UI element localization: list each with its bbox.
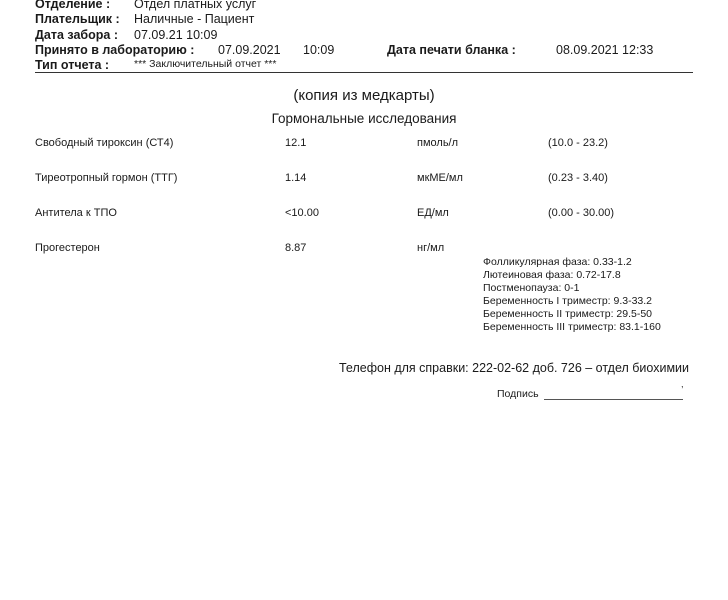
phone-info: Телефон для справки: 222-02-62 доб. 726 – отдел биохимии (339, 361, 690, 375)
reference-range-line: Лютеиновая фаза: 0.72-17.8 (483, 269, 621, 281)
result-value: 8.87 (285, 242, 307, 254)
received-time: 10:09 (303, 43, 335, 57)
copy-title: (копия из медкарты) (293, 87, 435, 104)
report-type-label: Тип отчета : (35, 58, 110, 72)
result-unit: нг/мл (417, 242, 445, 254)
payer-label: Плательщик : (35, 12, 120, 26)
result-value: <10.00 (285, 207, 319, 219)
print-date-value: 08.09.2021 12:33 (556, 43, 654, 57)
progesterone-reference-ranges (483, 256, 661, 334)
signature-label: Подпись (497, 388, 539, 400)
report-type-value: *** Заключительный отчет *** (134, 58, 277, 70)
header-divider (35, 72, 693, 73)
result-name: Прогестерон (35, 242, 100, 254)
department-value: Отдел платных услуг (134, 0, 257, 11)
result-range: (10.0 - 23.2) (548, 137, 608, 149)
reference-range-line: Фолликулярная фаза: 0.33-1.2 (483, 256, 632, 268)
result-range: (0.23 - 3.40) (548, 172, 608, 184)
payer-value: Наличные - Пациент (134, 12, 255, 26)
reference-range-line: Беременность III триместр: 83.1-160 (483, 321, 661, 333)
collection-date-label: Дата забора : (35, 28, 118, 42)
result-unit: мкМЕ/мл (417, 172, 463, 184)
received-date: 07.09.2021 (218, 43, 281, 57)
reference-range-line: Беременность II триместр: 29.5-50 (483, 308, 653, 320)
result-name: Свободный тироксин (СТ4) (35, 137, 174, 149)
print-date-label: Дата печати бланка : (387, 43, 516, 57)
received-label: Принято в лабораторию : (35, 43, 195, 57)
section-title: Гормональные исследования (271, 111, 457, 126)
reference-range-line: Постменопауза: 0-1 (483, 282, 580, 294)
reference-range-line: Беременность I триместр: 9.3-33.2 (483, 295, 653, 307)
result-unit: пмоль/л (417, 137, 459, 149)
signature-mark: , (681, 379, 684, 389)
collection-date-value: 07.09.21 10:09 (134, 28, 218, 42)
result-name: Тиреотропный гормон (ТТГ) (35, 172, 178, 184)
department-label: Отделение : (35, 0, 111, 11)
result-range: (0.00 - 30.00) (548, 207, 615, 219)
result-name: Антитела к ТПО (35, 207, 117, 219)
result-value: 12.1 (285, 137, 307, 149)
result-value: 1.14 (285, 172, 307, 184)
signature-line (544, 399, 683, 400)
result-unit: ЕД/мл (417, 207, 449, 219)
